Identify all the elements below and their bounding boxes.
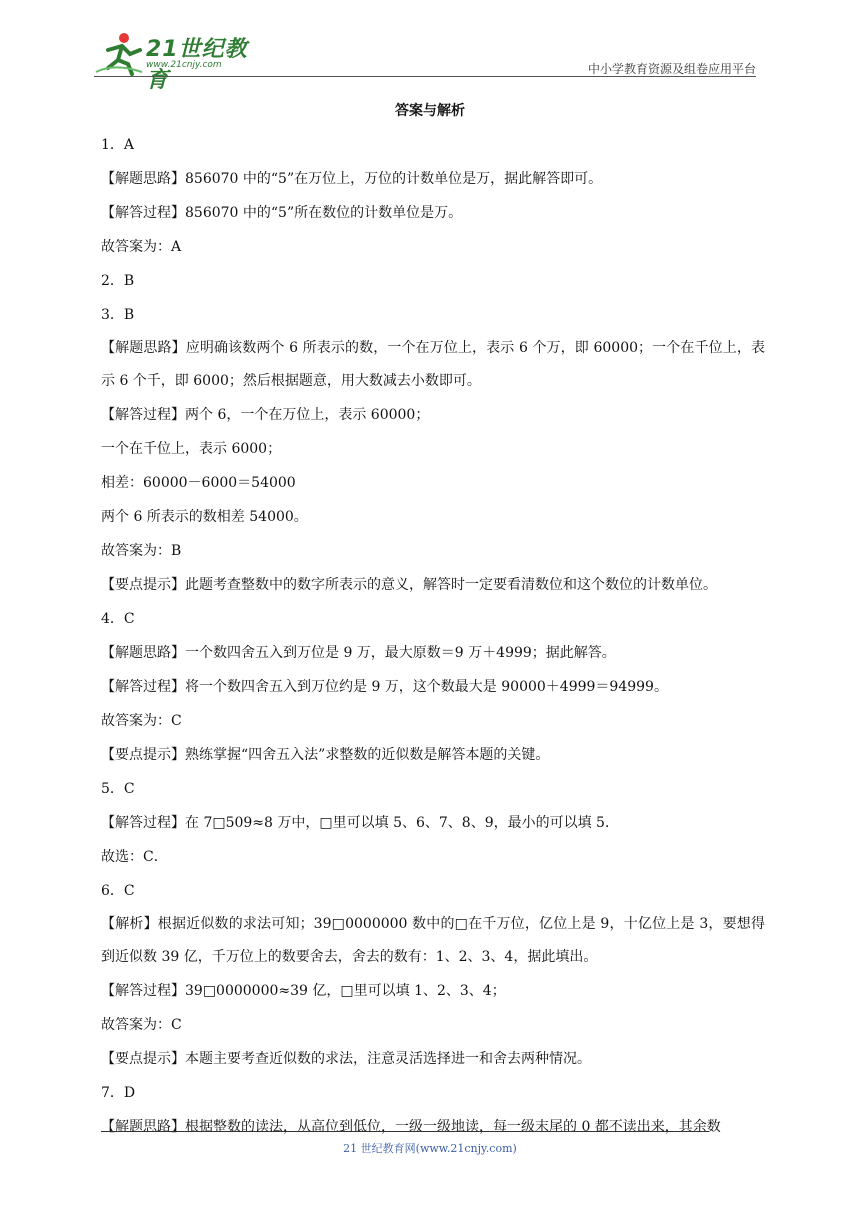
answer-line: 1．A bbox=[101, 137, 135, 153]
answer-line: 故答案为：C bbox=[101, 713, 182, 729]
answer-line: 相差：60000－6000＝54000 bbox=[101, 475, 296, 491]
logo bbox=[94, 30, 264, 93]
answer-line: 【要点提示】此题考查整数中的数字所表示的意义，解答时一定要看清数位和这个数位的计数单位。 bbox=[101, 577, 717, 593]
answer-line: 5．C bbox=[101, 781, 135, 797]
answer-line: 两个 6 所表示的数相差 54000。 bbox=[101, 509, 308, 525]
answer-line: 【解答过程】两个 6，一个在万位上，表示 60000； bbox=[101, 407, 430, 423]
answer-line: 【解析】根据近似数的求法可知；39□0000000 数中的□在千万位，亿位上是 9，十亿位上是 3，要想得到近似数 39 亿，千万位上的数要舍去，舍去的数有：1、2、3、4，据此填出。 bbox=[101, 916, 765, 965]
answer-line: 故答案为：A bbox=[101, 239, 182, 255]
page-title: 答案与解析 bbox=[395, 103, 465, 119]
platform-name: 中小学教育资源及组卷应用平台 bbox=[587, 62, 756, 76]
answer-line: 6．C bbox=[101, 883, 135, 899]
answer-line: 【解答过程】将一个数四舍五入到万位约是 9 万，这个数最大是 90000＋4999＝94999。 bbox=[101, 679, 668, 695]
answer-line: 7．D bbox=[101, 1085, 136, 1101]
answer-line: 【解题思路】应明确该数两个 6 所表示的数，一个在万位上，表示 6 个万，即 60000；一个在千位上，表示 6 个千，即 6000；然后根据题意，用大数减去小数即可。 bbox=[101, 340, 765, 389]
answer-line: 【解答过程】在 7□509≈8 万中，□里可以填 5、6、7、8、9，最小的可以填 5． bbox=[101, 815, 619, 831]
answer-line: 【要点提示】熟练掌握“四舍五入法”求整数的近似数是解答本题的关键。 bbox=[101, 747, 550, 763]
answer-line: 3．B bbox=[101, 307, 135, 323]
answer-line: 4．C bbox=[101, 611, 135, 627]
answer-line: 【解题思路】根据整数的读法，从高位到低位，一级一级地读，每一级末尾的 0 都不读出来，其余数 bbox=[101, 1119, 721, 1135]
answer-line: 【要点提示】本题主要考查近似数的求法，注意灵活选择进一和舍去两种情况。 bbox=[101, 1051, 591, 1067]
page-header bbox=[94, 30, 756, 93]
answer-line: 【解题思路】一个数四舍五入到万位是 9 万，最大原数＝9 万＋4999；据此解答。 bbox=[101, 645, 616, 661]
answer-line: 【解答过程】39□0000000≈39 亿，□里可以填 1、2、3、4； bbox=[101, 983, 506, 999]
footer-divider bbox=[101, 1131, 709, 1132]
runner-logo-icon bbox=[94, 30, 144, 76]
page-footer: 21 世纪教育网(www.21cnjy.com) bbox=[343, 1142, 517, 1155]
logo-text: 21世纪教育 bbox=[146, 37, 248, 93]
answer-line: 2．B bbox=[101, 273, 135, 289]
answer-line: 故答案为：C bbox=[101, 1017, 182, 1033]
answer-line: 故选：C． bbox=[101, 849, 168, 865]
answer-content bbox=[101, 128, 765, 1144]
answer-line: 一个在千位上，表示 6000； bbox=[101, 441, 282, 457]
answer-line: 【解题思路】856070 中的“5”在万位上，万位的计数单位是万，据此解答即可。 bbox=[101, 171, 603, 187]
answer-line: 【解答过程】856070 中的“5”所在数位的计数单位是万。 bbox=[101, 205, 463, 221]
header-divider bbox=[94, 76, 756, 77]
logo-url: www.21cnjy.com bbox=[146, 60, 222, 70]
answer-line: 故答案为：B bbox=[101, 543, 182, 559]
